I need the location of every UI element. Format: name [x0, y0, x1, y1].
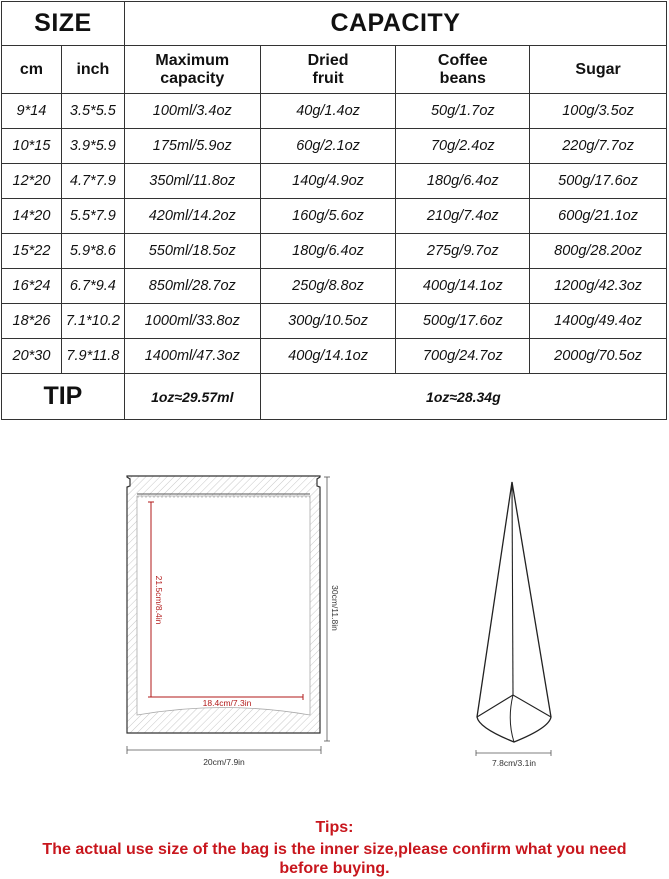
- cell-dried-fruit: 180g/6.4oz: [260, 234, 396, 269]
- side-depth-label: 7.8cm/3.1in: [492, 758, 536, 768]
- cell-dried-fruit: 400g/14.1oz: [260, 339, 396, 374]
- col-header-sugar: Sugar: [530, 46, 667, 94]
- col-header-coffee-beans-line1: Coffee: [437, 51, 488, 69]
- cell-cm: 14*20: [2, 199, 62, 234]
- col-header-inch: inch: [61, 46, 124, 94]
- outer-height-label: 30cm/11.8in: [330, 585, 340, 631]
- tips-line-1: The actual use size of the bag is the inner size,please confirm what you need: [42, 841, 627, 858]
- cell-dried-fruit: 40g/1.4oz: [260, 94, 396, 129]
- cell-inch: 3.9*5.9: [61, 129, 124, 164]
- col-header-max-capacity-line1: Maximum: [155, 51, 230, 69]
- tip-label: TIP: [2, 374, 125, 420]
- capacity-header: CAPACITY: [124, 2, 666, 46]
- bag-side-view: [477, 482, 551, 742]
- side-depth-dimension: [476, 750, 551, 768]
- outer-width-label: 20cm/7.9in: [203, 757, 245, 767]
- cell-cm: 20*30: [2, 339, 62, 374]
- tips-line-2: before buying.: [279, 860, 390, 877]
- cell-coffee-beans: 70g/2.4oz: [396, 129, 530, 164]
- cell-max-capacity: 350ml/11.8oz: [124, 164, 260, 199]
- outer-height-dimension: [324, 477, 340, 741]
- tip-ml-conversion: 1oz≈29.57ml: [124, 374, 260, 420]
- cell-cm: 9*14: [2, 94, 62, 129]
- side-outline: [477, 482, 551, 742]
- cell-sugar: 220g/7.7oz: [530, 129, 667, 164]
- cell-sugar: 600g/21.1oz: [530, 199, 667, 234]
- cell-inch: 7.1*10.2: [61, 304, 124, 339]
- cell-max-capacity: 1000ml/33.8oz: [124, 304, 260, 339]
- cell-inch: 5.5*7.9: [61, 199, 124, 234]
- cell-coffee-beans: 700g/24.7oz: [396, 339, 530, 374]
- cell-cm: 10*15: [2, 129, 62, 164]
- col-header-coffee-beans-line2: beans: [439, 69, 486, 87]
- cell-inch: 6.7*9.4: [61, 269, 124, 304]
- cell-dried-fruit: 300g/10.5oz: [260, 304, 396, 339]
- cell-sugar: 500g/17.6oz: [530, 164, 667, 199]
- cell-dried-fruit: 140g/4.9oz: [260, 164, 396, 199]
- cell-max-capacity: 100ml/3.4oz: [124, 94, 260, 129]
- cell-max-capacity: 550ml/18.5oz: [124, 234, 260, 269]
- cell-coffee-beans: 180g/6.4oz: [396, 164, 530, 199]
- col-header-dried-fruit-line2: fruit: [312, 69, 344, 87]
- size-header: SIZE: [2, 2, 125, 46]
- col-header-cm: cm: [2, 46, 62, 94]
- cell-max-capacity: 1400ml/47.3oz: [124, 339, 260, 374]
- inner-width-label: 18.4cm/7.3in: [202, 698, 252, 708]
- cell-coffee-beans: 400g/14.1oz: [396, 269, 530, 304]
- cell-max-capacity: 175ml/5.9oz: [124, 129, 260, 164]
- cell-sugar: 100g/3.5oz: [530, 94, 667, 129]
- cell-coffee-beans: 50g/1.7oz: [396, 94, 530, 129]
- cell-inch: 7.9*11.8: [61, 339, 124, 374]
- col-header-dried-fruit-line1: Dried: [307, 51, 349, 69]
- outer-width-dimension: [127, 746, 321, 767]
- cell-cm: 15*22: [2, 234, 62, 269]
- cell-max-capacity: 850ml/28.7oz: [124, 269, 260, 304]
- cell-sugar: 800g/28.20oz: [530, 234, 667, 269]
- cell-coffee-beans: 210g/7.4oz: [396, 199, 530, 234]
- cell-inch: 5.9*8.6: [61, 234, 124, 269]
- tip-g-conversion: 1oz≈28.34g: [260, 374, 666, 420]
- cell-coffee-beans: 275g/9.7oz: [396, 234, 530, 269]
- tips-title: Tips:: [315, 819, 354, 836]
- cell-cm: 12*20: [2, 164, 62, 199]
- cell-sugar: 2000g/70.5oz: [530, 339, 667, 374]
- col-header-max-capacity-line2: capacity: [160, 69, 225, 87]
- cell-cm: 18*26: [2, 304, 62, 339]
- cell-dried-fruit: 60g/2.1oz: [260, 129, 396, 164]
- cell-max-capacity: 420ml/14.2oz: [124, 199, 260, 234]
- cell-sugar: 1200g/42.3oz: [530, 269, 667, 304]
- cell-dried-fruit: 250g/8.8oz: [260, 269, 396, 304]
- cell-inch: 4.7*7.9: [61, 164, 124, 199]
- cell-coffee-beans: 500g/17.6oz: [396, 304, 530, 339]
- cell-cm: 16*24: [2, 269, 62, 304]
- cell-inch: 3.5*5.5: [61, 94, 124, 129]
- inner-height-label: 21.5cm/8.4in: [154, 575, 164, 625]
- cell-sugar: 1400g/49.4oz: [530, 304, 667, 339]
- cell-dried-fruit: 160g/5.6oz: [260, 199, 396, 234]
